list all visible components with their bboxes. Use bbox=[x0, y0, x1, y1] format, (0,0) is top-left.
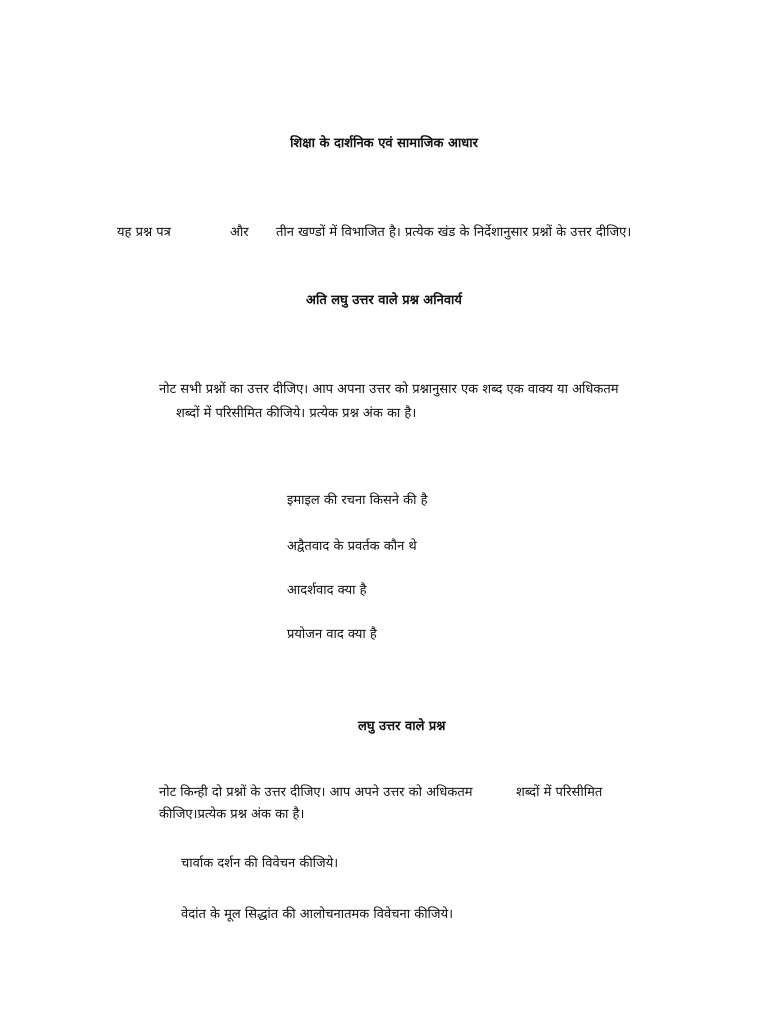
intro-text-part2: और bbox=[230, 225, 249, 240]
section-b-note-line1a: नोट किन्ही दो प्रश्नों के उत्तर दीजिए। आप अपने उत्तर को अधिकतम bbox=[159, 785, 473, 800]
section-b-heading: लघु उत्तर वाले प्रश्न bbox=[358, 719, 446, 734]
section-a-question: प्रयोजन वाद क्या है bbox=[287, 627, 377, 642]
section-a-note-line1: नोट सभी प्रश्नों का उत्तर दीजिए। आप अपना उत्तर को प्रश्नानुसार एक शब्द एक वाक्य या अधिकतम bbox=[159, 382, 619, 397]
section-a-question: इमाइल की रचना किसने की है bbox=[287, 493, 428, 508]
section-a-question: अद्वैतवाद के प्रवर्तक कौन थे bbox=[287, 539, 417, 554]
section-b-question: वेदांत के मूल सिद्धांत की आलोचनातमक विवेचना कीजिये। bbox=[181, 907, 454, 922]
intro-text-part3: तीन खण्डों में विभाजित है। प्रत्येक खंड के निर्देशानुसार प्रश्नों के उत्तर दीजिए। bbox=[276, 225, 632, 240]
intro-text-part1: यह प्रश्न पत्र bbox=[117, 225, 171, 240]
section-b-note-line1b: शब्दों में परिसीमित bbox=[516, 785, 603, 800]
section-a-question: आदर्शवाद क्या है bbox=[287, 583, 367, 598]
section-a-note-line2: शब्दों में परिसीमित कीजिये। प्रत्येक प्रश्न अंक का है। bbox=[176, 406, 417, 421]
section-b-note-line2: कीजिए।प्रत्येक प्रश्न अंक का है। bbox=[159, 807, 305, 822]
document-title: शिक्षा के दार्शनिक एवं सामाजिक आधार bbox=[290, 136, 478, 151]
section-b-question: चार्वाक दर्शन की विवेचन कीजिये। bbox=[181, 856, 339, 871]
section-a-heading: अति लघु उत्तर वाले प्रश्न अनिवार्य bbox=[306, 293, 462, 308]
